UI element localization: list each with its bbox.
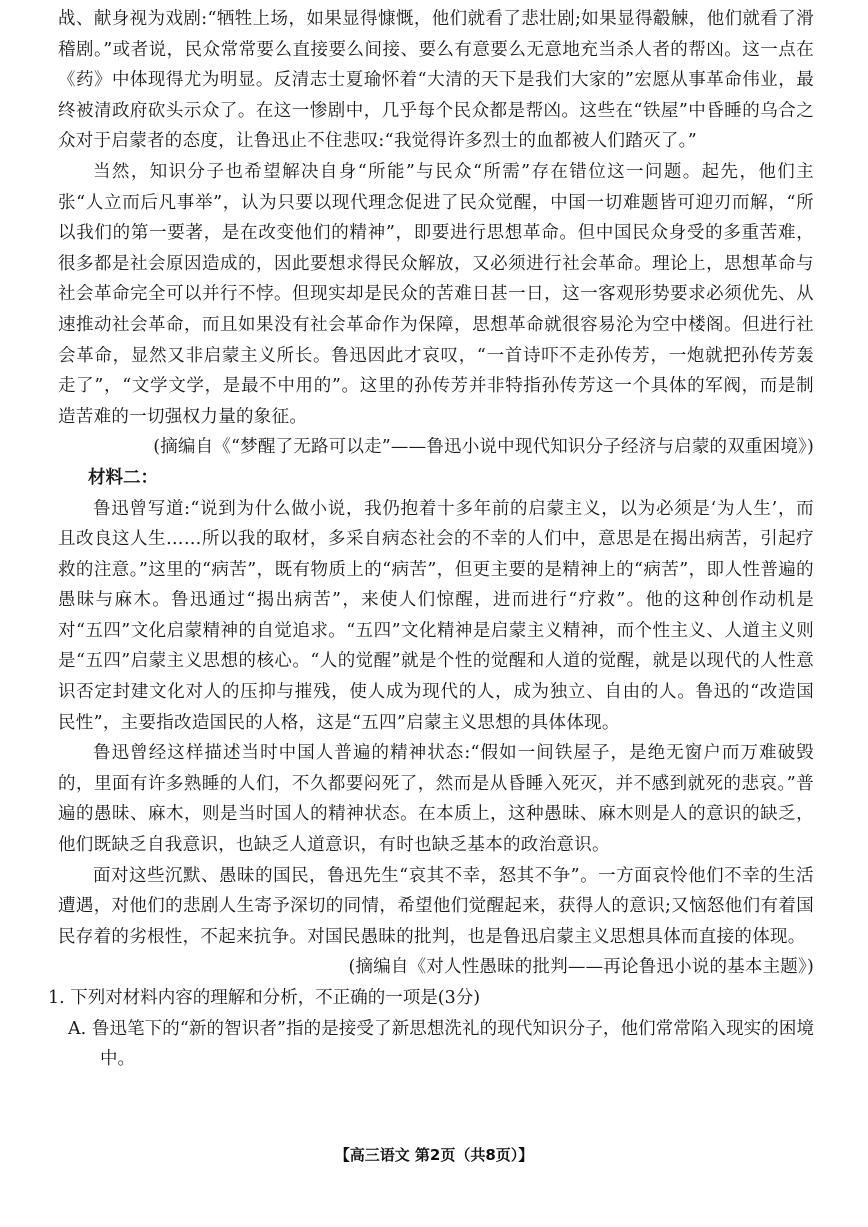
page-content [48,4,814,1075]
material2-label: 材料二： [88,467,158,488]
material2-source: (摘编自《对人性愚昧的批判——再论鲁迅小说的基本主题》) [348,957,814,978]
material2-paragraph-3: 面对这些沉默、愚昧的国民，鲁迅先生“哀其不幸，怒其不争”。一方面哀怜他们不幸的生活遭遇，对他们的悲剧人生寄予深切的同情，希望他们觉醒起来，获得人的意识;又恼怒他们有着国民存着的劣根性，不起来抗争。对国民愚昧的批判，也是鲁迅启蒙主义思想具体而直接的体现。 [58,865,814,947]
material1-paragraph-1: 战、献身视为戏剧:“牺牲上场，如果显得慷慨，他们就看了悲壮剧;如果显得觳觫，他们就看了滑稽剧。”或者说，民众常常要么直接要么间接、要么有意要么无意地充当杀人者的帮凶。这一点在《药》中体现得尤为明显。反清志士夏瑜怀着“大清的天下是我们大家的”宏愿从事革命伟业，最终被清政府砍头示众了。在这一惨剧中，几乎每个民众都是帮凶。这些在“铁屋”中昏睡的乌合之众对于启蒙者的态度，让鲁迅止不住悲叹:“我觉得许多烈士的血都被人们踏灭了。” [58,9,814,152]
question-1-option-a: A. 鲁迅笔下的“新的智识者”指的是接受了新思想洗礼的现代知识分子，他们常常陷入现实的困境中。 [68,1018,814,1070]
material2-paragraph-2: 鲁迅曾经这样描述当时中国人普遍的精神状态:“假如一间铁屋子，是绝无窗户而万难破毁的，里面有许多熟睡的人们，不久都要闷死了，然而是从昏睡入死灭，并不感到就死的悲哀。”普遍的愚昧、麻木，则是当时国人的精神状态。在本质上，这种愚昧、麻木则是人的意识的缺乏，他们既缺乏自我意识，也缺乏人道意识，有时也缺乏基本的政治意识。 [58,743,814,856]
question-1-stem: 1. 下列对材料内容的理解和分析，不正确的一项是(3分) [48,988,481,1008]
material1-paragraph-2: 当然，知识分子也希望解决自身“所能”与民众“所需”存在错位这一问题。起先，他们主张“人立而后凡事举”，认为只要以现代理念促进了民众觉醒，中国一切难题皆可迎刃而解，“所以我们的第一要著，是在改变他们的精神”，即要进行思想革命。但中国民众身受的多重苦难，很多都是社会原因造成的，因此要想求得民众解放，又必须进行社会革命。理论上，思想革命与社会革命完全可以并行不悖。但现实却是民众的苦难日甚一日，这一客观形势要求必须优先、从速推动社会革命，而且如果没有社会革命作为保障，思想革命就很容易沦为空中楼阁。但进行社会革命，显然又非启蒙主义所长。鲁迅因此才哀叹，“一首诗吓不走孙传芳，一炮就把孙传芳轰走了”，“文学文学，是最不中用的”。这里的孙传芳并非特指孙传芳这一个具体的军阀，而是制造苦难的一切强权力量的象征。 [58,161,814,427]
material2-paragraph-1: 鲁迅曾写道:“说到为什么做小说，我仍抱着十多年前的启蒙主义，以为必须是‘为人生’，而且改良这人生……所以我的取材，多采自病态社会的不幸的人们中，意思是在揭出病苦，引起疗救的注意。”这里的“病苦”，既有物质上的“病苦”，但更主要的是精神上的“病苦”，即人性普遍的愚昧与麻木。鲁迅通过“揭出病苦”，来使人们惊醒，进而进行“疗救”。他的这种创作动机是对“五四”文化启蒙精神的自觉追求。“五四”文化精神是启蒙主义精神，而个性主义、人道主义则是“五四”启蒙主义思想的核心。“人的觉醒”就是个性的觉醒和人道的觉醒，就是以现代的人性意识否定封建文化对人的压抑与摧残，使人成为现代的人，成为独立、自由的人。鲁迅的“改造国民性”，主要指改造国民的人格，这是“五四”启蒙主义思想的具体体现。 [58,498,814,733]
page-footer: 【高三语文 第2页（共8页）】 [334,1146,534,1164]
material1-source: (摘编自《“梦醒了无路可以走”——鲁迅小说中现代知识分子经济与启蒙的双重困境》) [153,437,814,458]
